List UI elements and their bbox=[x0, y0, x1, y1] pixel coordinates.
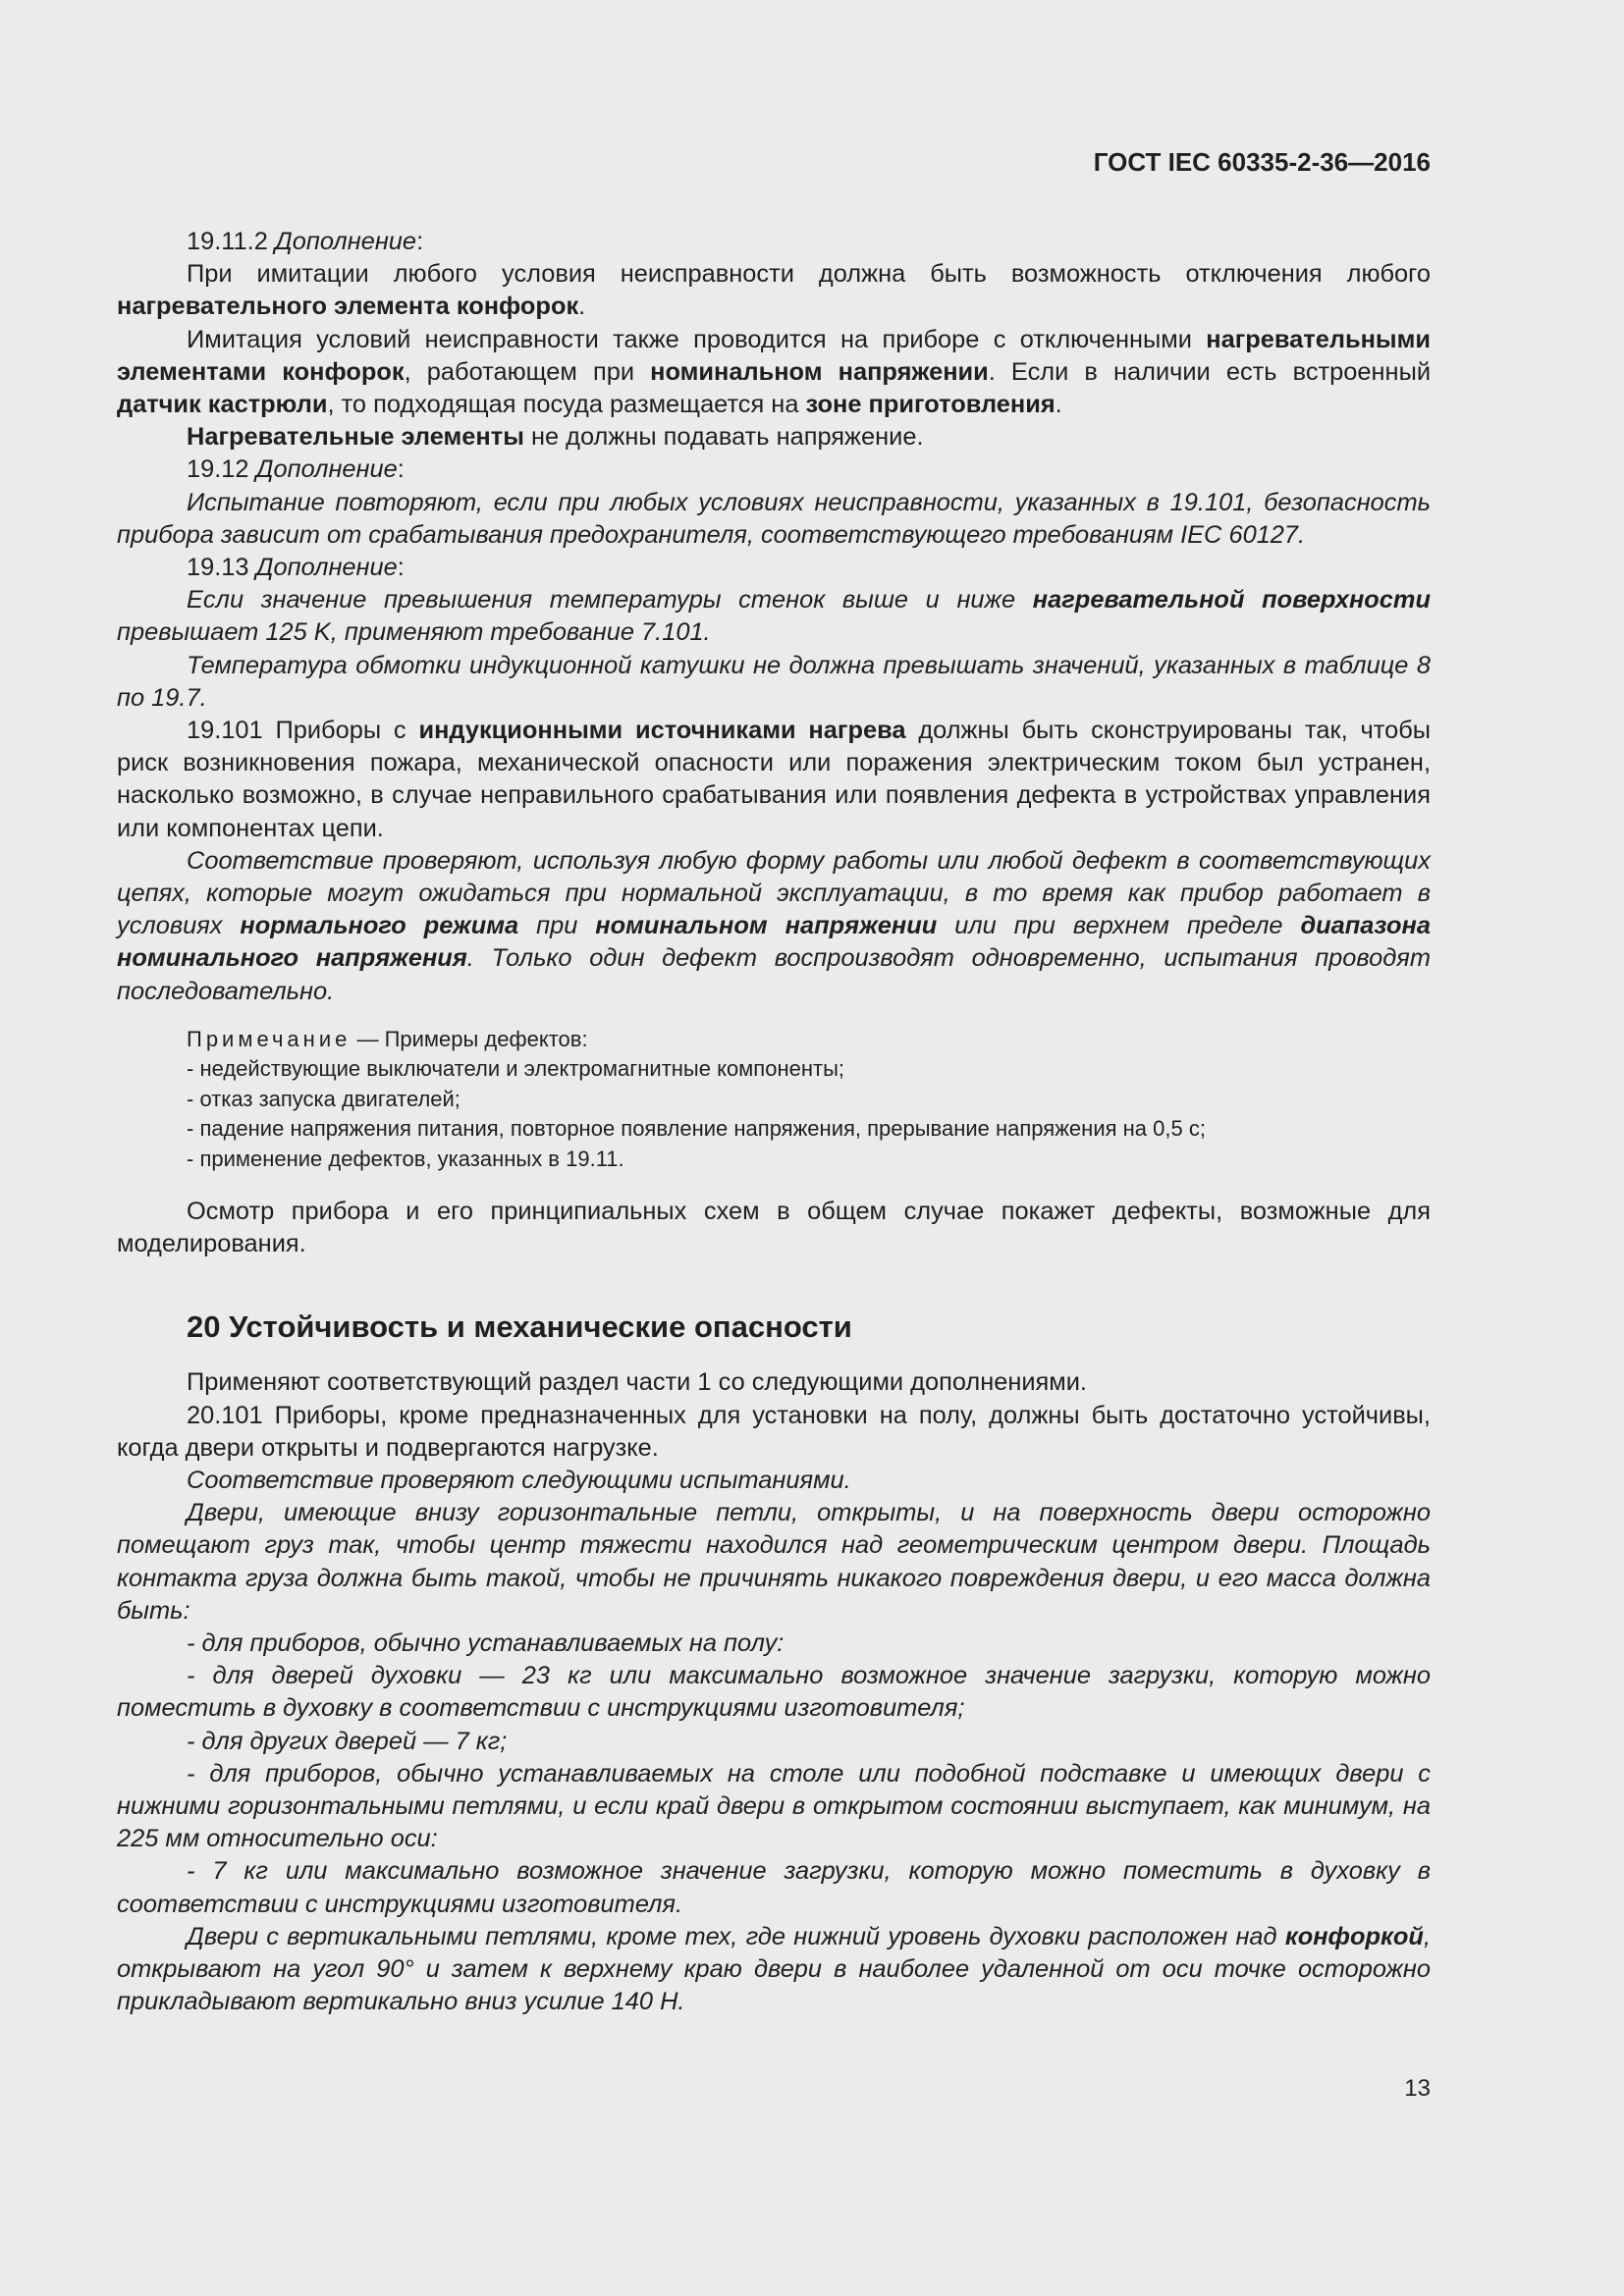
paragraph bbox=[117, 1758, 1431, 1856]
italic-text: Двери с вертикальными петлями, кроме тех, где нижний уровень духовки расположен над bbox=[187, 1922, 1285, 1950]
paragraph bbox=[117, 454, 1431, 486]
paragraph bbox=[117, 1921, 1431, 2019]
italic-text: Соответствие проверяют, используя любую форму работы или любой дефект в соответствующих цепях, которые могут ожидаться при нормальной эксплуатации, в то время как прибор работает в условиях bbox=[117, 846, 1431, 940]
paragraph bbox=[117, 552, 1431, 584]
bold-term: нагревательной поверхности bbox=[1032, 586, 1432, 614]
paragraph bbox=[117, 1726, 1431, 1758]
italic-text: Дополнение bbox=[255, 455, 398, 484]
italic-text: - 7 кг или максимально возможное значение загрузки, которую можно поместить в духовку в соответствии с инструкциями изготовителя. bbox=[117, 1857, 1431, 1918]
paragraph bbox=[117, 421, 1431, 454]
bold-term: конфоркой bbox=[1284, 1922, 1424, 1950]
italic-text: - для других дверей — 7 кг; bbox=[187, 1727, 508, 1755]
text-run: должны быть сконструированы так, чтобы риск возникновения пожара, механической опасности или поражения электрическим током был устранен, насколько возможно, в случае неправильного срабатывания или появления дефекта в устройствах управления или компонентах цепи. bbox=[117, 717, 1432, 842]
italic-text: при bbox=[518, 912, 596, 940]
document-id-header: ГОСТ IEC 60335-2-36—2016 bbox=[1093, 147, 1431, 177]
paragraph bbox=[117, 226, 1431, 258]
paragraph bbox=[117, 1366, 1431, 1399]
document-body bbox=[117, 226, 1431, 2018]
note-dash: — bbox=[351, 1026, 385, 1051]
section-heading: 20 Устойчивость и механические опасности bbox=[187, 1309, 852, 1345]
italic-text: - для приборов, обычно устанавливаемых на полу: bbox=[187, 1629, 785, 1657]
text-run: 20.101 Приборы, кроме предназначенных для установки на полу, должны быть достаточно устойчивы, когда двери открыты и подвергаются нагрузке. bbox=[117, 1401, 1431, 1462]
paragraph bbox=[117, 487, 1431, 552]
text-run: Осмотр прибора и его принципиальных схем в общем случае покажет дефекты, возможные для моделирования. bbox=[117, 1197, 1431, 1258]
text-run: 19.12 bbox=[187, 455, 256, 484]
italic-text: или при верхнем пределе bbox=[937, 912, 1301, 940]
text-run: Применяют соответствующий раздел части 1 со следующими дополнениями. bbox=[187, 1368, 1087, 1397]
text-run: 19.13 bbox=[187, 554, 256, 582]
text-run: Имитация условий неисправности также проводится на приборе с отключенными bbox=[187, 325, 1207, 353]
paragraph bbox=[117, 1628, 1431, 1660]
paragraph bbox=[117, 324, 1431, 422]
text-run: 19.11.2 bbox=[187, 228, 275, 255]
italic-text: Двери, имеющие внизу горизонтальные петли, открыты, и на поверхность двери осторожно помещают груз так, чтобы центр тяжести находился над геометрическим центром двери. Площадь контакта груза должна быть такой, чтобы не причинять никакого повреждения двери, и его масса должна быть: bbox=[117, 1499, 1431, 1625]
text-run: . Если в наличии есть встроенный bbox=[988, 357, 1432, 386]
paragraph bbox=[117, 584, 1431, 649]
note-title: Примеры дефектов: bbox=[384, 1026, 588, 1051]
bold-term: номинальном напряжении bbox=[650, 357, 989, 386]
italic-text: - для дверей духовки — 23 кг или максимально возможное значение загрузки, которую можно поместить в духовку в соответствии с инструкциями изготовителя; bbox=[117, 1662, 1431, 1723]
text-run: , работающем при bbox=[404, 357, 651, 386]
paragraph bbox=[117, 1497, 1431, 1628]
page-number: 13 bbox=[1404, 2075, 1431, 2102]
bold-term: зоне приготовления bbox=[805, 391, 1056, 419]
italic-text: - для приборов, обычно устанавливаемых на столе или подобной подставке и имеющих двери с нижними горизонтальными петлями, и если край двери в открытом состоянии выступает, как минимум, на 225 мм относительно оси: bbox=[117, 1759, 1431, 1853]
note-list-item: - применение дефектов, указанных в 19.11. bbox=[187, 1146, 624, 1171]
paragraph bbox=[117, 1196, 1431, 1260]
paragraph bbox=[117, 715, 1431, 845]
text-run: . bbox=[1055, 391, 1062, 419]
note-list-item: - падение напряжения питания, повторное появление напряжения, прерывание напряжения на 0,5 с; bbox=[187, 1116, 1206, 1142]
text-run: : bbox=[397, 554, 405, 582]
text-run: При имитации любого условия неисправности должна быть возможность отключения любого bbox=[187, 260, 1431, 289]
italic-text: Соответствие проверяют следующими испытаниями. bbox=[187, 1466, 851, 1494]
note-list-item: - отказ запуска двигателей; bbox=[187, 1086, 460, 1111]
bold-term: нагревательными элементами конфорок bbox=[117, 325, 1431, 386]
italic-text: Если значение превышения температуры стенок выше и ниже bbox=[187, 586, 1033, 614]
italic-text: Испытание повторяют, если при любых условиях неисправности, указанных в 19.101, безопасность прибора зависит от срабатывания предохранителя, соответствующего требованиям IEC 60127. bbox=[117, 488, 1431, 549]
italic-text: превышает 125 K, применяют требование 7.101. bbox=[117, 618, 711, 647]
paragraph bbox=[117, 1855, 1431, 1920]
bold-term: индукционными источниками нагрева bbox=[418, 717, 906, 745]
paragraph bbox=[117, 1400, 1431, 1465]
bold-term: номинальном напряжении bbox=[595, 912, 938, 940]
paragraph bbox=[117, 258, 1431, 323]
bold-term: диапазона номинального напряжения bbox=[117, 912, 1432, 973]
paragraph bbox=[117, 1465, 1431, 1497]
italic-text: . Только один дефект воспроизводят одновременно, испытания проводят последовательно. bbox=[117, 944, 1431, 1005]
paragraph bbox=[117, 1660, 1431, 1725]
bold-term: нагревательного элемента конфорок bbox=[117, 293, 579, 321]
bold-term: нормального режима bbox=[240, 912, 519, 940]
text-run: не должны подавать напряжение. bbox=[523, 423, 924, 452]
note-label: Примечание bbox=[187, 1026, 352, 1051]
italic-text: Дополнение bbox=[255, 554, 398, 582]
note-list-item: - недействующие выключатели и электромагнитные компоненты; bbox=[187, 1056, 844, 1082]
text-run: 19.101 Приборы с bbox=[187, 717, 419, 745]
text-run: , то подходящая посуда размещается на bbox=[327, 391, 806, 419]
note-header bbox=[187, 1025, 1431, 1054]
text-run: : bbox=[416, 228, 424, 255]
paragraph bbox=[117, 845, 1431, 1008]
text-run: : bbox=[397, 455, 405, 484]
text-run: . bbox=[578, 293, 586, 321]
italic-text: Температура обмотки индукционной катушки не должна превышать значений, указанных в таблице 8 по 19.7. bbox=[117, 651, 1431, 712]
note-block bbox=[187, 1025, 1431, 1174]
italic-text: , открывают на угол 90° и затем к верхнему краю двери в наиболее удаленной от оси точке осторожно прикладывают вертикально вниз усилие 140 Н. bbox=[117, 1922, 1431, 2016]
italic-text: Дополнение bbox=[274, 228, 417, 255]
bold-term: датчик кастрюли bbox=[117, 391, 328, 419]
bold-term: Нагревательные элементы bbox=[187, 423, 524, 452]
paragraph bbox=[117, 650, 1431, 715]
